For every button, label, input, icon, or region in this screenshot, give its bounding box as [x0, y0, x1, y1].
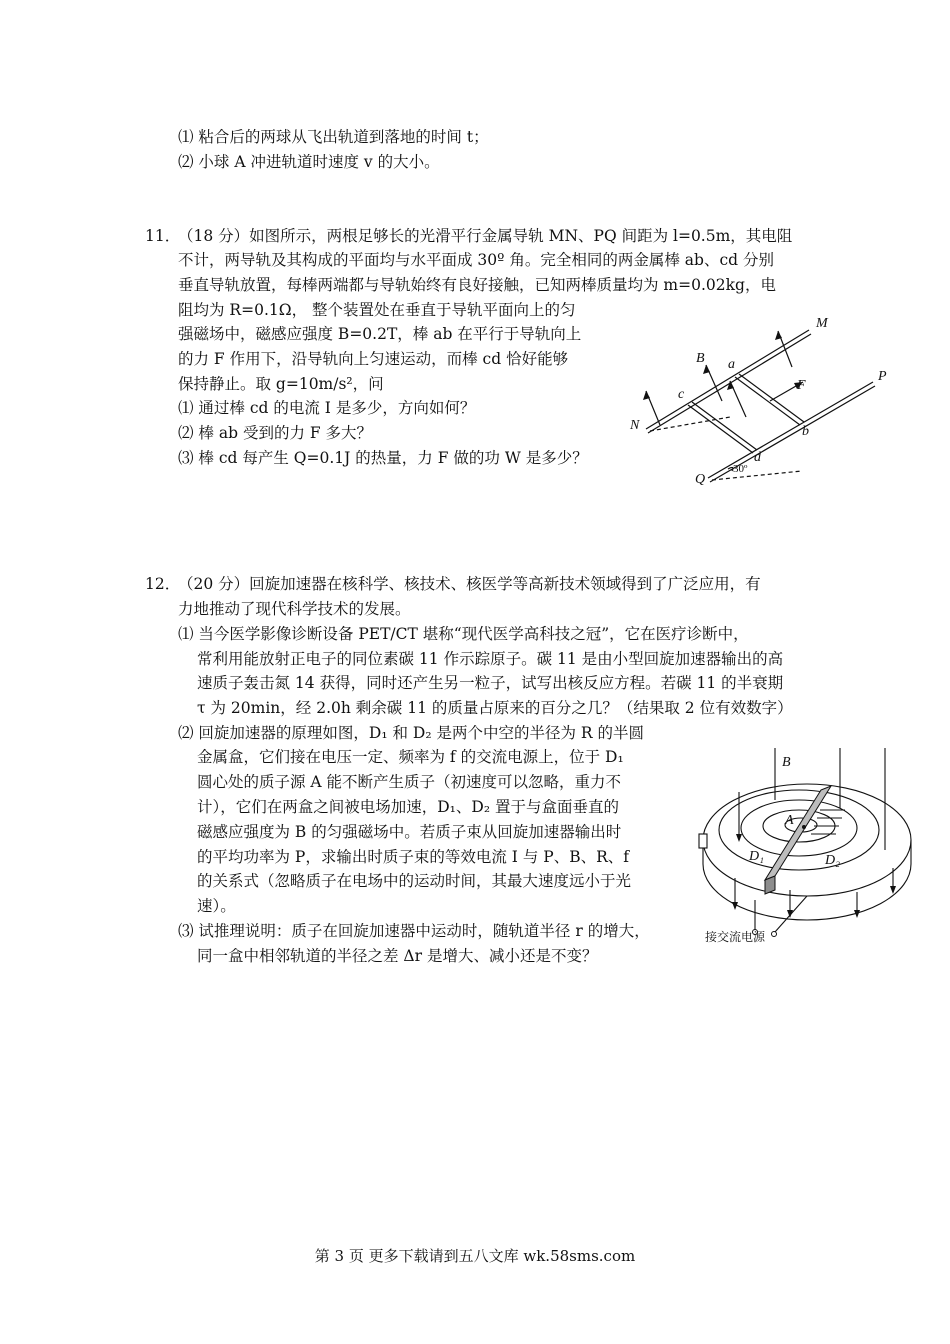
q12-line-1: （20 分）回旋加速器在核科学、核技术、核医学等高新技术领域得到了广泛应用，有	[178, 575, 761, 593]
q11-part-2: ⑵ 棒 ab 受到的力 F 多大？	[178, 424, 373, 442]
q12-part2-line-1: ⑵ 回旋加速器的原理如图，D₁ 和 D₂ 是两个中空的半径为 R 的半圆	[178, 724, 645, 742]
label-D1: D₁	[749, 849, 764, 864]
label-P: P	[878, 369, 887, 384]
q11-line-5: 强磁场中，磁感应强度 B=0.2T，棒 ab 在平行于导轨向上	[178, 325, 582, 343]
q11-line-6: 的力 F 作用下，沿导轨向上匀速运动，而棒 cd 恰好能够	[178, 350, 569, 368]
q11-part-3: ⑶ 棒 cd 每产生 Q=0.1J 的热量，力 F 做的功 W 是多少？	[178, 449, 588, 467]
label-Q: Q	[695, 472, 706, 487]
q12-number: 12．	[145, 575, 181, 593]
label-N: N	[630, 418, 640, 433]
q11-part-1: ⑴ 通过棒 cd 的电流 I 是多少，方向如何？	[178, 399, 476, 417]
q11-line-1: （18 分）如图所示，两根足够长的光滑平行金属导轨 MN、PQ 间距为 l=0.5m，其电阻	[178, 227, 793, 245]
label-A-source: A	[785, 813, 794, 828]
label-b: b	[802, 424, 809, 439]
q11-line-2: 不计，两导轨及其构成的平面均与水平面成 30º 角。完全相同的两金属棒 ab、cd 分别	[178, 251, 774, 269]
q12-part3-line-1: ⑶ 试推理说明：质子在回旋加速器中运动时，随轨道半径 r 的增大，	[178, 922, 650, 940]
label-D2: D₂	[825, 853, 840, 868]
prev-part-2: ⑵ 小球 A 冲进轨道时速度 v 的大小。	[178, 153, 440, 171]
label-B-field: B	[782, 755, 791, 770]
q12-part2-line-6: 的平均功率为 P，求输出时质子束的等效电流 I 与 P、B、R、f	[197, 848, 629, 866]
q12-part1-line-4: τ 为 20min，经 2.0h 剩余碳 11 的质量占原来的百分之几？（结果取 2 位有效数字）	[197, 699, 793, 717]
label-B: B	[696, 351, 705, 366]
q12-part3-line-2: 同一盒中相邻轨道的半径之差 Δr 是增大、减小还是不变？	[197, 947, 598, 965]
q11-number: 11．	[145, 227, 181, 245]
page-footer: 第 3 页 更多下载请到五八文库 wk.58sms.com	[314, 1247, 636, 1265]
q12-part2-line-3: 圆心处的质子源 A 能不断产生质子（初速度可以忽略，重力不	[197, 773, 622, 791]
prev-part-1: ⑴ 粘合后的两球从飞出轨道到落地的时间 t；	[178, 128, 489, 146]
q12-part1-line-1: ⑴ 当今医学影像诊断设备 PET/CT 堪称“现代医学高科技之冠”，它在医疗诊断中，	[178, 625, 749, 643]
q12-part2-line-4: 计），它们在两盒之间被电场加速，D₁、D₂ 置于与盒面垂直的	[197, 798, 619, 816]
q11-line-7: 保持静止。取 g=10m/s²，问	[178, 375, 384, 393]
q11-line-4: 阻均为 R=0.1Ω， 整个装置处在垂直于导轨平面向上的匀	[178, 301, 576, 319]
label-a: a	[728, 357, 735, 372]
q12-part2-line-5: 磁感应强度为 B 的匀强磁场中。若质子束从回旋加速器输出时	[197, 823, 622, 841]
label-angle: 30º	[733, 463, 748, 475]
label-ac-source: 接交流电源	[705, 930, 766, 944]
cyclotron-figure	[695, 740, 920, 950]
q12-line-2: 力地推动了现代科学技术的发展。	[178, 600, 411, 618]
q12-part1-line-2: 常利用能放射正电子的同位素碳 11 作示踪原子。碳 11 是由小型回旋加速器输出的高	[197, 650, 784, 668]
q12-part2-line-8: 速）。	[197, 897, 236, 915]
q12-part2-line-2: 金属盒，它们接在电压一定、频率为 f 的交流电源上，位于 D₁	[197, 748, 624, 766]
label-d: d	[754, 450, 761, 465]
label-M: M	[816, 316, 828, 331]
label-F: F	[797, 378, 806, 393]
label-c: c	[678, 387, 685, 402]
q11-line-3: 垂直导轨放置，每棒两端都与导轨始终有良好接触，已知两棒质量均为 m=0.02kg，电	[178, 276, 776, 294]
q12-part2-line-7: 的关系式（忽略质子在电场中的运动时间，其最大速度远小于光	[197, 872, 632, 890]
rails-figure	[620, 305, 905, 500]
q12-part1-line-3: 速质子轰击氮 14 获得，同时还产生另一粒子，试写出核反应方程。若碳 11 的半衰期	[197, 674, 784, 692]
